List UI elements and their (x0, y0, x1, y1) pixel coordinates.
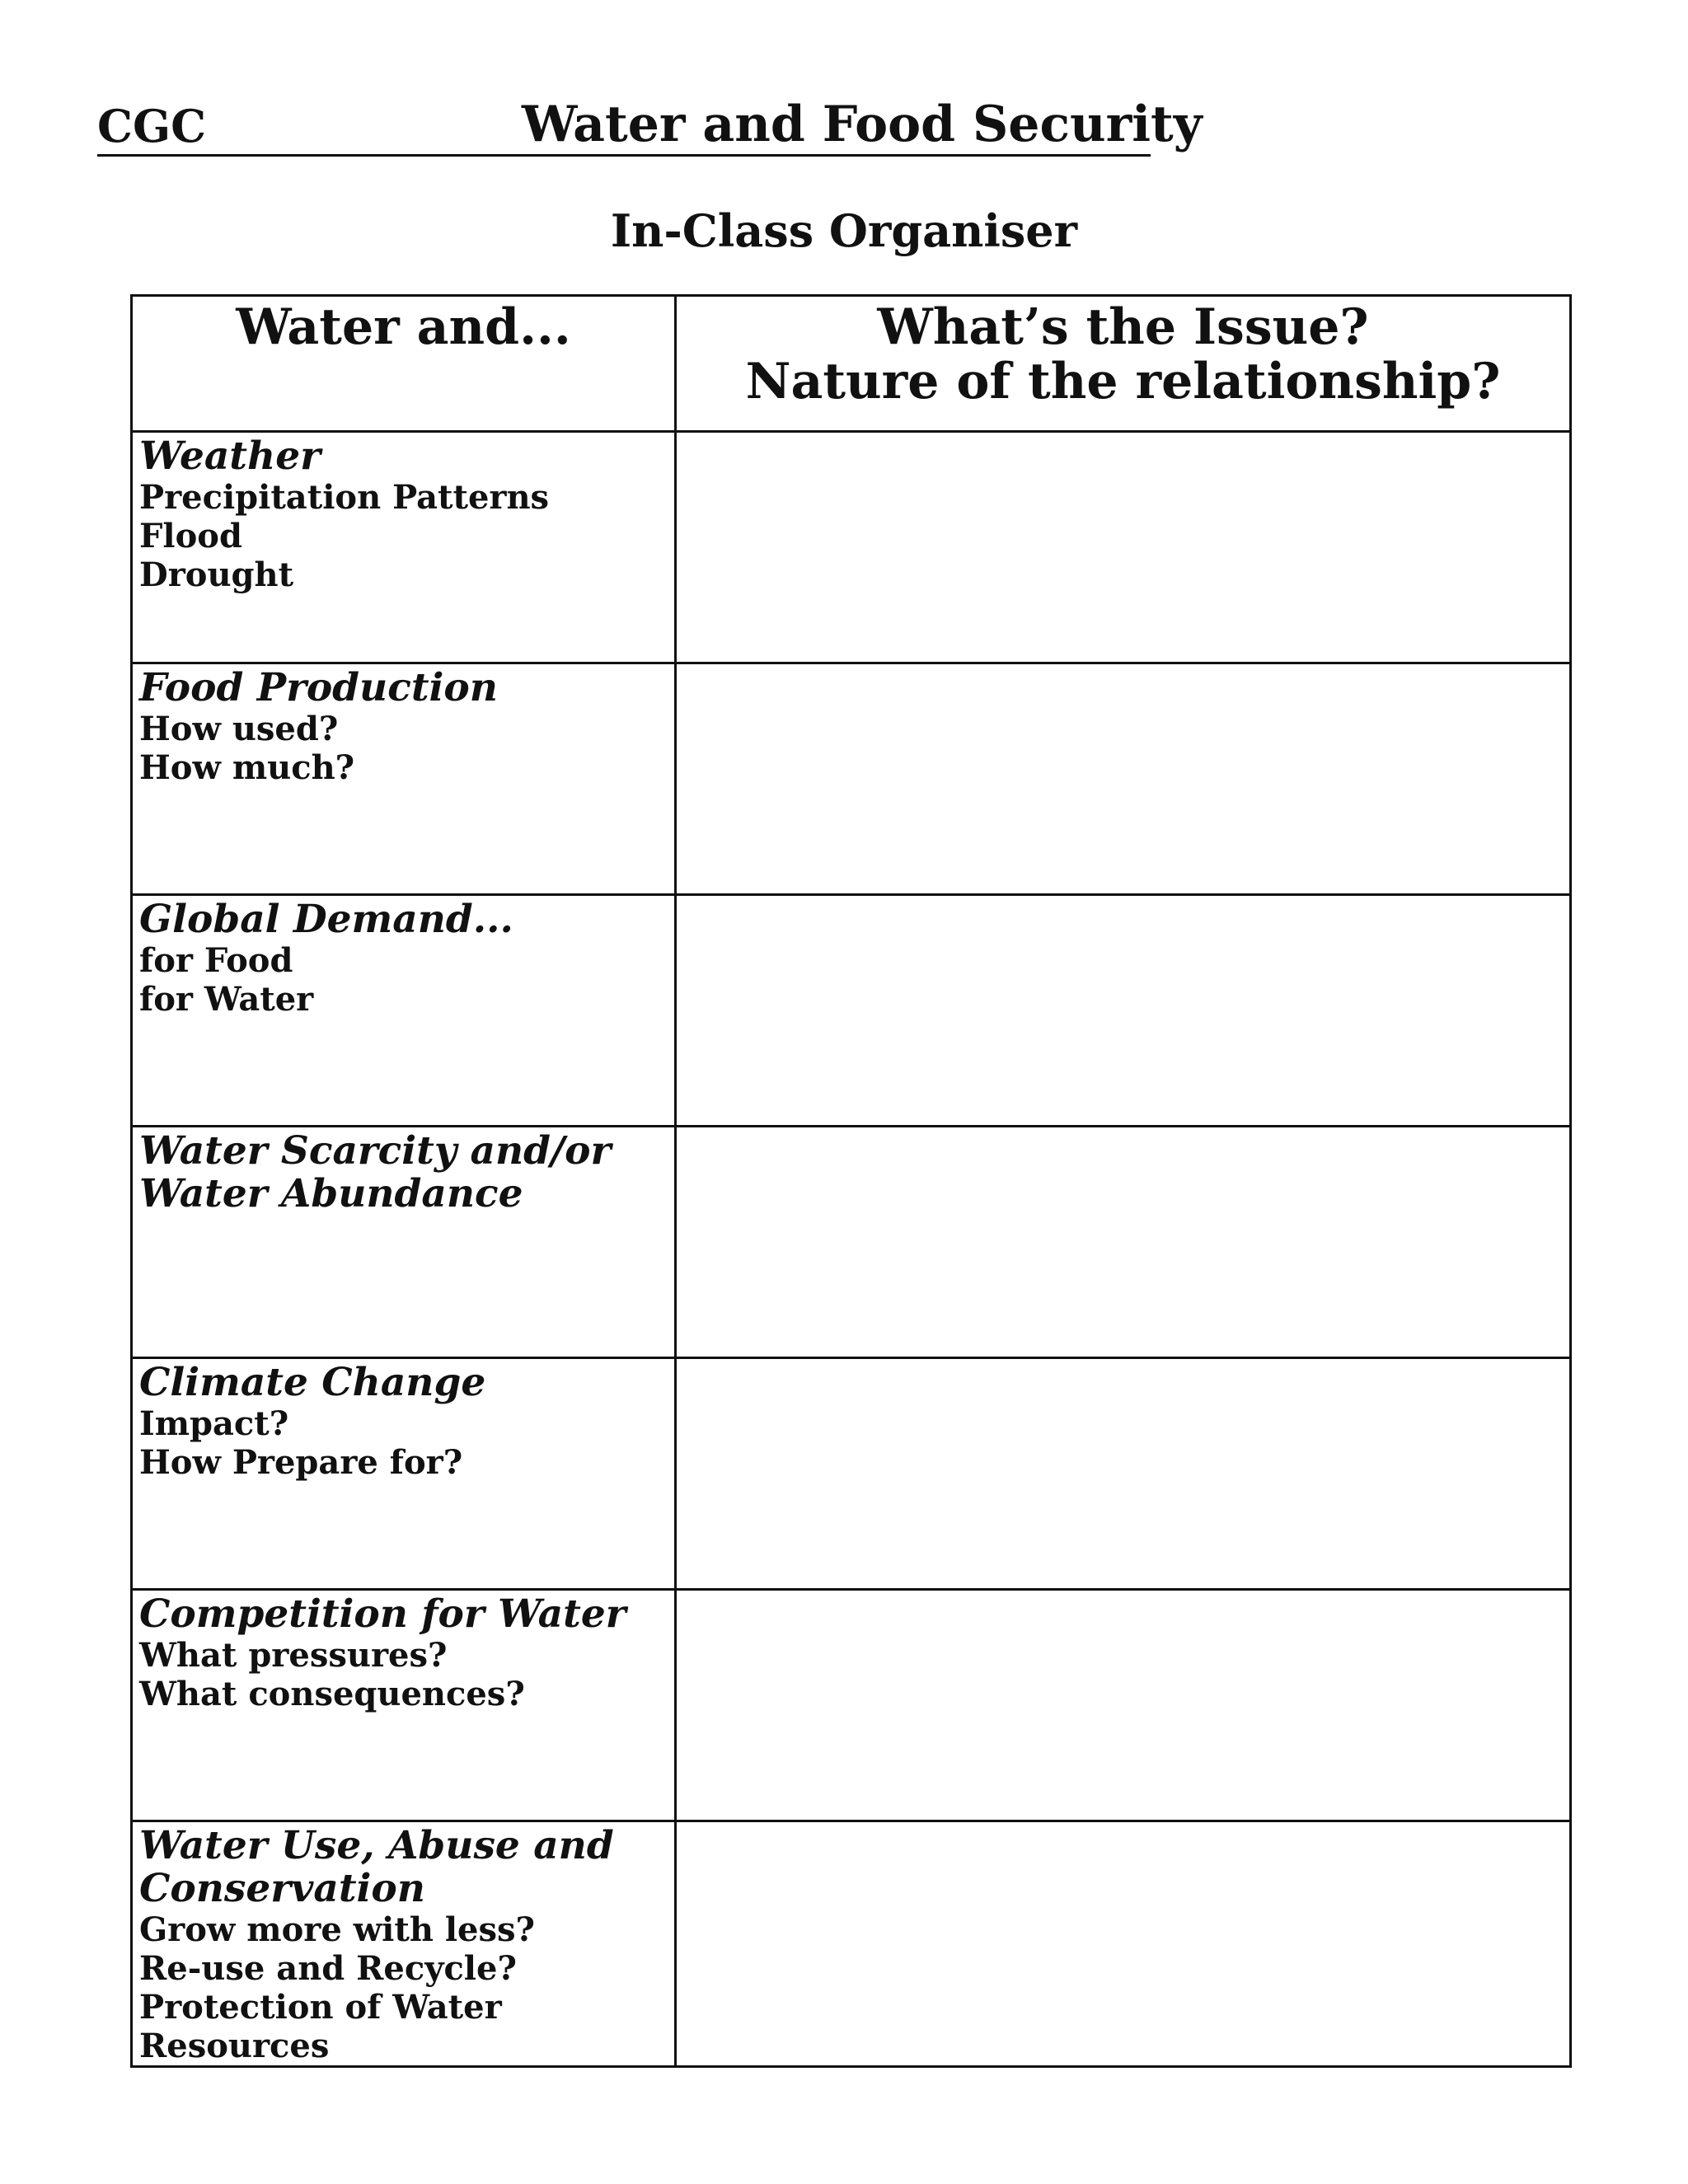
topic-prompt: Flood (139, 517, 242, 555)
header (97, 96, 1203, 157)
topic-prompt: What pressures? (139, 1636, 448, 1675)
answer-cell[interactable] (676, 1590, 1571, 1821)
topic-prompt: for Food (139, 941, 293, 980)
topic-title: Conservation (139, 1866, 425, 1911)
topic-title: Water Scarcity and/or (139, 1128, 612, 1174)
topic-cell (132, 1821, 676, 2067)
topic-title: Weather (139, 434, 321, 479)
table-row (132, 895, 1571, 1127)
course-code: CGC (97, 100, 207, 152)
answer-cell[interactable] (676, 895, 1571, 1127)
table-row (132, 1358, 1571, 1590)
answer-cell[interactable] (676, 663, 1571, 895)
table-row (132, 1127, 1571, 1358)
topic-cell (132, 663, 676, 895)
topic-prompt: Re-use and Recycle? (139, 1949, 517, 1988)
topic-prompt: What consequences? (139, 1675, 525, 1713)
topic-prompt: Impact? (139, 1404, 289, 1443)
table-header-row (132, 296, 1571, 432)
column-header-line: Nature of the relationship? (745, 353, 1501, 410)
topic-title: Global Demand... (139, 897, 513, 942)
topic-cell (132, 432, 676, 663)
column-header-line: Water and... (236, 298, 571, 356)
topic-prompt: How much? (139, 748, 355, 787)
topic-prompt: Grow more with less? (139, 1910, 535, 1949)
answer-cell[interactable] (676, 1358, 1571, 1590)
topic-prompt: How used? (139, 710, 339, 748)
topic-cell (132, 1127, 676, 1358)
topic-title: Water Abundance (139, 1171, 523, 1216)
answer-cell[interactable] (676, 1821, 1571, 2067)
column-header-topic (132, 296, 676, 432)
topic-cell (132, 895, 676, 1127)
table-row (132, 432, 1571, 663)
topic-prompt: How Prepare for? (139, 1443, 463, 1482)
topic-prompt: Drought (139, 555, 294, 594)
table-row (132, 1821, 1571, 2067)
table-row (132, 663, 1571, 895)
page-title: Water and Food Security (522, 96, 1203, 153)
topic-title: Climate Change (139, 1360, 486, 1405)
topic-cell (132, 1358, 676, 1590)
topic-title: Competition for Water (139, 1591, 626, 1637)
topic-prompt: Precipitation Patterns (139, 478, 550, 517)
topic-prompt: for Water (139, 980, 314, 1019)
table-row (132, 1590, 1571, 1821)
organiser-table (130, 294, 1572, 2068)
column-header-issue (676, 296, 1571, 432)
column-header-line: What’s the Issue? (877, 298, 1369, 356)
topic-prompt: Protection of Water Resources (139, 1988, 502, 2065)
answer-cell[interactable] (676, 432, 1571, 663)
topic-title: Food Production (139, 665, 498, 710)
topic-title: Water Use, Abuse and (139, 1823, 614, 1868)
topic-cell (132, 1590, 676, 1821)
subtitle: In-Class Organiser (610, 204, 1078, 257)
answer-cell[interactable] (676, 1127, 1571, 1358)
